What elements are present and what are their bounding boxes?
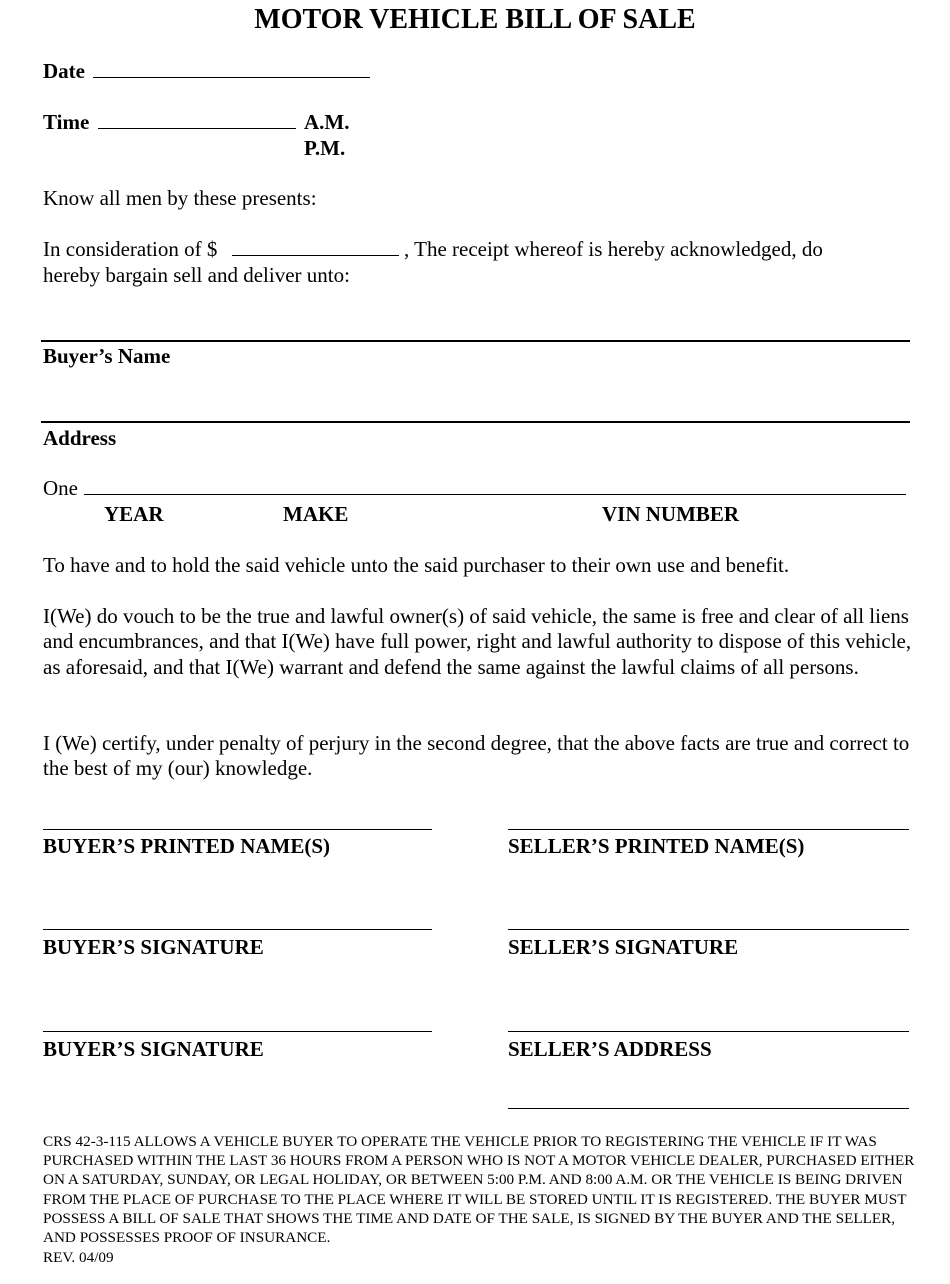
seller-signature-label: SELLER’S SIGNATURE bbox=[508, 935, 739, 959]
seller-address-label: SELLER’S ADDRESS bbox=[508, 1037, 712, 1061]
pm-label: P.M. bbox=[304, 136, 346, 160]
buyer-printed-name-label: BUYER’S PRINTED NAME(S) bbox=[43, 834, 331, 858]
date-field[interactable] bbox=[93, 59, 370, 78]
address-label: Address bbox=[43, 426, 117, 450]
consideration-amount-field[interactable] bbox=[232, 237, 399, 256]
seller-address-line[interactable] bbox=[508, 1031, 909, 1032]
seller-printed-name-line[interactable] bbox=[508, 829, 909, 830]
make-label: MAKE bbox=[283, 502, 349, 526]
time-label: Time bbox=[43, 110, 90, 134]
vin-number-label: VIN NUMBER bbox=[602, 502, 740, 526]
buyer-signature-line-2[interactable] bbox=[43, 1031, 432, 1032]
buyer-printed-name-line[interactable] bbox=[43, 829, 432, 830]
intro-text: Know all men by these presents: bbox=[43, 186, 317, 210]
seller-address-line-2[interactable] bbox=[508, 1108, 909, 1109]
buyer-name-line[interactable] bbox=[41, 340, 910, 342]
buyer-name-label: Buyer’s Name bbox=[43, 344, 171, 368]
consideration-suffix: , The receipt whereof is hereby acknowledged, do bbox=[404, 237, 823, 261]
hold-clause: To have and to hold the said vehicle unto the said purchaser to their own use and benefit. bbox=[43, 553, 790, 577]
buyer-signature-label-1: BUYER’S SIGNATURE bbox=[43, 935, 264, 959]
certify-clause: I (We) certify, under penalty of perjury in the second degree, that the above facts are true and correct to the best of my (our) knowledge. bbox=[43, 731, 910, 781]
address-line[interactable] bbox=[41, 421, 910, 423]
date-label: Date bbox=[43, 59, 85, 83]
seller-signature-line[interactable] bbox=[508, 929, 909, 930]
revision-label: REV. 04/09 bbox=[43, 1249, 114, 1266]
consideration-prefix: In consideration of $ bbox=[43, 237, 218, 261]
buyer-signature-label-2: BUYER’S SIGNATURE bbox=[43, 1037, 264, 1061]
buyer-signature-line-1[interactable] bbox=[43, 929, 432, 930]
vehicle-prefix: One bbox=[43, 476, 78, 500]
legal-notice: CRS 42-3-115 ALLOWS A VEHICLE BUYER TO OPERATE THE VEHICLE PRIOR TO REGISTERING THE VEHICLE IF IT WAS PURCHASED WITHIN THE LAST 36 HOURS FROM A PERSON WHO IS NOT A MOTOR VEHICLE DEALER, PURCHASED EITHER ON A SATURDAY, SUNDAY, OR LEGAL HOLIDAY, OR BETWEEN 5:00 P.M. AND 8:00 A.M. OR THE VEHICLE IS BEING DRIVEN FROM THE PLACE OF PURCHASE TO THE PLACE WHERE IT WILL BE STORED UNTIL IT IS REGISTERED. THE BUYER MUST POSSESS A BILL OF SALE THAT SHOWS THE TIME AND DATE OF THE SALE, IS SIGNED BY THE BUYER AND THE SELLER, AND POSSESSES PROOF OF INSURANCE. bbox=[43, 1133, 915, 1247]
consideration-line2: hereby bargain sell and deliver unto: bbox=[43, 263, 350, 287]
ownership-clause: I(We) do vouch to be the true and lawful owner(s) of said vehicle, the same is free and clear of all liens and encumbrances, and that I(We) have full power, right and lawful authority to dispose of this vehicle, as aforesaid, and that I(We) warrant and defend the same against the lawful claims of all persons. bbox=[43, 604, 912, 679]
time-field[interactable] bbox=[98, 110, 296, 129]
year-label: YEAR bbox=[104, 502, 164, 526]
document-title: MOTOR VEHICLE BILL OF SALE bbox=[254, 4, 696, 35]
seller-printed-name-label: SELLER’S PRINTED NAME(S) bbox=[508, 834, 805, 858]
vehicle-field[interactable] bbox=[84, 476, 906, 495]
am-label: A.M. bbox=[304, 110, 350, 134]
